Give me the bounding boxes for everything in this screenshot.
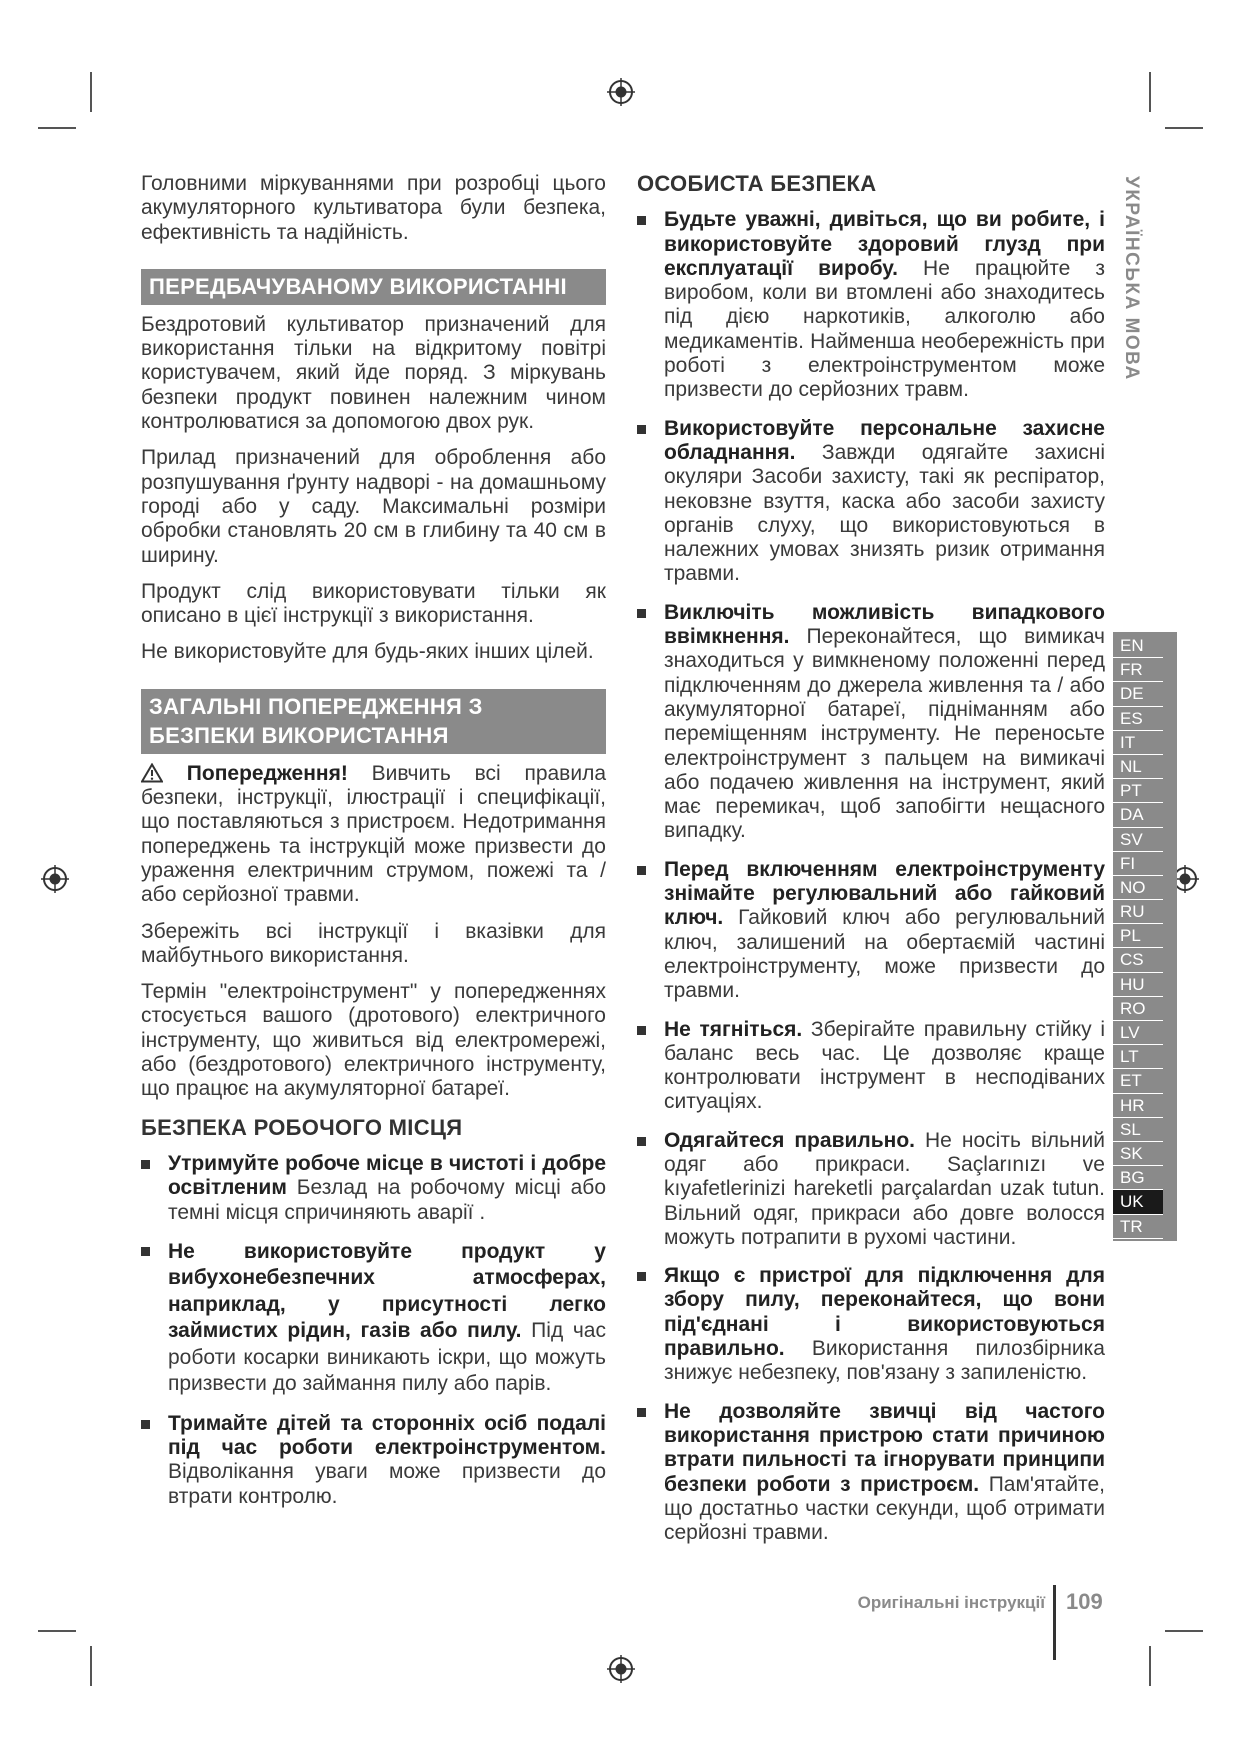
language-tab-lt[interactable]: LT	[1113, 1045, 1163, 1069]
item-text: Пам'ятайте, що достатньо частки секунди, щоб отримати серйозні травми.	[664, 1472, 1105, 1545]
language-tab-fr[interactable]: FR	[1113, 658, 1163, 682]
paragraph: Бездротовий культиватор призначений для використання тільки на відкритому повітрі користувачем, який йде поряд. З міркувань безпеки продукт повинен належним чином контролюватися за допомогою двох рук.	[141, 312, 606, 434]
language-tab-da[interactable]: DA	[1113, 803, 1163, 827]
section-heading-line: БЕЗПЕКИ ВИКОРИСТАННЯ	[149, 722, 449, 748]
bullet-icon	[637, 1408, 646, 1417]
list-item	[637, 1018, 1105, 1115]
language-tab-no[interactable]: NO	[1113, 876, 1163, 900]
registration-mark-icon	[607, 1655, 635, 1683]
item-lead: Виключіть можливість випадкового ввімкнення.	[664, 600, 1105, 649]
language-tab-tr[interactable]: TR	[1113, 1215, 1163, 1239]
crop-mark	[90, 72, 92, 112]
item-text: Переконайтеся, що вимикач знаходиться у вимкненому положенні перед підключенням до джерела живлення та / або акумуляторної батареї, підніманням або переміщенням інструменту. Не переносьте електроінструмент з пальцем на вимикачі або подачею живлення на інструмент, який має перемикач, щоб запобігти нещасного випадку.	[664, 625, 1105, 843]
item-text: Безлад на робочому місці або темні місця спричиняють аварії .	[168, 1176, 606, 1224]
paragraph: Продукт слід використовувати тільки як описано в цієї інструкції з використання.	[141, 579, 606, 628]
item-lead: Не тягніться.	[664, 1017, 803, 1041]
language-tab-uk[interactable]: UK	[1113, 1190, 1163, 1214]
item-text: Відволікання уваги може призвести до втрати контролю.	[168, 1460, 606, 1508]
item-lead: Утримуйте робоче місце в чистоті і добре освітленим	[168, 1151, 606, 1200]
warning-text: Вивчить всі правила безпеки, інструкції, ілюстрації і специфікації, що поставляються з пристроєм. Недотримання попереджень та інструкцій може призвести до ураження електричним струмом, пожежі та / або серйозної травми.	[141, 761, 606, 907]
item-lead: Будьте уважні, дивіться, що ви робите, і використовуйте здоровий глузд при експлуатації виробу.	[664, 208, 1105, 280]
work-area-list	[141, 1152, 606, 1509]
language-tab-hu[interactable]: HU	[1113, 973, 1163, 997]
language-tab-ru[interactable]: RU	[1113, 900, 1163, 924]
item-text: Не працюйте з виробом, коли ви втомлені або знаходитесь під дією наркотиків, алкоголю або медикаментів. Найменша необережність при роботі з електроінструментом може призвести до серйозних травм.	[664, 256, 1105, 402]
crop-mark	[1149, 1646, 1151, 1686]
bullet-icon	[141, 1160, 150, 1169]
item-lead: Тримайте дітей та сторонніх осіб подалі під час роботи електроінструментом.	[168, 1411, 606, 1460]
item-lead: Не дозволяйте звичці від частого використання пристрою стати причиною втрати пильності та ігнорувати принципи безпеки роботи з пристроєм.	[664, 1399, 1105, 1496]
warning-lead: Попередження!	[186, 761, 348, 785]
bullet-icon	[637, 866, 646, 875]
warning-paragraph	[141, 762, 606, 908]
item-lead: Перед включенням електроінструменту знімайте регулювальний або гайковий ключ.	[664, 857, 1105, 930]
list-item	[141, 1152, 606, 1225]
vertical-language-title-text: УКРАЇНСЬКА МОВА	[1121, 176, 1142, 381]
registration-mark-icon	[607, 78, 635, 106]
item-text: Гайковий ключ або регулювальний ключ, залишений на обертаємій частині електроінструменту, може призвести до травми.	[664, 906, 1105, 1003]
section-heading-general-warnings	[141, 689, 606, 754]
bullet-icon	[637, 1026, 646, 1035]
language-tab-en[interactable]: EN	[1113, 634, 1163, 658]
language-tab-sk[interactable]: SK	[1113, 1142, 1163, 1166]
crop-mark	[38, 1630, 76, 1632]
language-tab-lv[interactable]: LV	[1113, 1021, 1163, 1045]
list-item	[637, 208, 1105, 402]
section-heading-line: ЗАГАЛЬНІ ПОПЕРЕДЖЕННЯ З	[149, 693, 483, 719]
bullet-icon	[141, 1420, 150, 1429]
paragraph: Прилад призначений для оброблення або розпушування ґрунту надворі - на домашньому городі або у саду. Максимальні розміри обробки становлять 20 см в глибину та 40 см в ширину.	[141, 446, 606, 567]
bullet-icon	[637, 1137, 646, 1146]
footer-label: Оригінальні інструкції	[857, 1593, 1045, 1612]
bullet-icon	[141, 1247, 150, 1256]
section-heading-intended-use: ПЕРЕДБАЧУВАНОМУ ВИКОРИСТАННІ	[141, 269, 606, 305]
paragraph: Збережіть всі інструкції і вказівки для майбутнього використання.	[141, 919, 606, 967]
item-lead: Якщо є пристрої для підключення для збору пилу, переконайтеся, що вони під'єднані і використовуються правильно.	[664, 1264, 1105, 1361]
item-text: Завжди одягайте захисні окуляри Засоби захисту, такі як респіратор, нековзне взуття, каска або засоби захисту органів слуху, що використовуються в належних умовах знизять ризик отримання травми.	[664, 440, 1105, 586]
language-tab-pt[interactable]: PT	[1113, 779, 1163, 803]
item-text: Використання пилозбірника знижує небезпеку, пов'язану з запиленістю.	[664, 1337, 1105, 1385]
intro-paragraph: Головними міркуваннями при розробці цього акумуляторного культиватора були безпека, ефективність та надійність.	[141, 172, 606, 244]
bullet-icon	[637, 1272, 646, 1281]
item-text: Не носіть вільний одяг або прикраси. Saçlarınızı ve kıyafetlerinizi hareketli parçalardan uzak tutun. Вільний одяг, прикраси або довге волосся можуть потрапити в рухомі частини.	[664, 1128, 1105, 1249]
paragraph: Термін "електроінструмент" у попередженнях стосується вашого (дротового) електричного інструменту, що живиться від електромережі, або (бездротового) електричного інструменту, що працює на акумуляторної батареї.	[141, 980, 606, 1101]
bullet-icon	[637, 425, 646, 434]
crop-mark	[1149, 72, 1151, 112]
warning-triangle-icon	[141, 763, 163, 783]
item-text: Зберігайте правильну стійку і баланс весь час. Це дозволяє краще контролювати інструмент в несподіваних ситуаціях.	[664, 1017, 1105, 1114]
subheading-personal-safety: ОСОБИСТА БЕЗПЕКА	[637, 171, 877, 196]
list-item	[637, 858, 1105, 1004]
language-tab-fi[interactable]: FI	[1113, 852, 1163, 876]
language-tab-sl[interactable]: SL	[1113, 1118, 1163, 1142]
paragraph: Не використовуйте для будь-яких інших цілей.	[141, 640, 594, 664]
footer-divider	[1053, 1585, 1056, 1660]
language-tab-cs[interactable]: CS	[1113, 948, 1163, 972]
language-tab-ro[interactable]: RO	[1113, 997, 1163, 1021]
list-item	[637, 1129, 1105, 1250]
list-item	[637, 601, 1105, 844]
crop-mark	[38, 127, 76, 129]
language-tab-et[interactable]: ET	[1113, 1069, 1163, 1093]
item-lead: Одягайтеся правильно.	[664, 1128, 915, 1152]
vertical-language-title	[1120, 176, 1150, 416]
bullet-icon	[637, 609, 646, 618]
crop-mark	[1165, 1630, 1203, 1632]
language-tabs	[1113, 632, 1177, 1241]
bullet-icon	[637, 216, 646, 225]
list-item	[141, 1239, 606, 1398]
left-column	[141, 172, 606, 1523]
list-item	[637, 1400, 1105, 1546]
list-item	[637, 1264, 1105, 1385]
language-tab-es[interactable]: ES	[1113, 707, 1163, 731]
item-lead: Використовуйте персональне захисне обладнання.	[664, 416, 1105, 464]
list-item	[637, 417, 1105, 587]
item-lead: Не використовуйте продукт у вибухонебезпечних атмосферах, наприклад, у присутності легко займистих рідин, газів або пилу.	[168, 1239, 606, 1343]
language-tab-it[interactable]: IT	[1113, 731, 1163, 755]
registration-mark-icon	[41, 865, 69, 893]
language-tab-pl[interactable]: PL	[1113, 924, 1163, 948]
list-item	[141, 1412, 606, 1509]
language-tab-hr[interactable]: HR	[1113, 1094, 1163, 1118]
right-column	[637, 172, 1105, 1559]
language-tab-sv[interactable]: SV	[1113, 828, 1163, 852]
item-text: Під час роботи косарки виникають іскри, що можуть призвести до займання пилу або парів.	[168, 1319, 606, 1396]
language-tab-de[interactable]: DE	[1113, 682, 1163, 706]
crop-mark	[90, 1646, 92, 1686]
language-tab-nl[interactable]: NL	[1113, 755, 1163, 779]
personal-safety-list	[637, 208, 1105, 1545]
page-number: 109	[1066, 1589, 1103, 1614]
subheading-work-area: БЕЗПЕКА РОБОЧОГО МІСЦЯ	[141, 1114, 463, 1140]
language-tab-bg[interactable]: BG	[1113, 1166, 1163, 1190]
crop-mark	[1165, 127, 1203, 129]
